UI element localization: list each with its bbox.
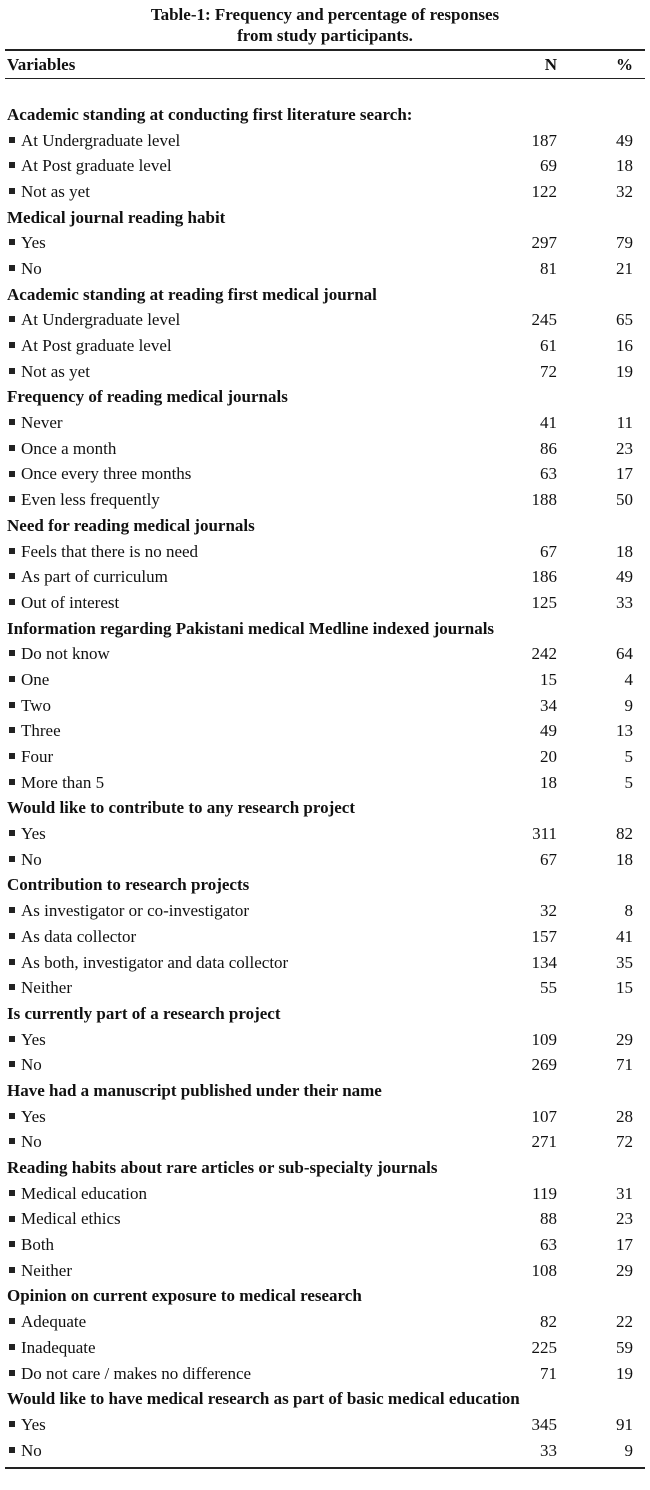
table-row	[5, 487, 645, 513]
row-label: Out of interest	[21, 592, 120, 612]
row-pct: 71	[616, 1055, 633, 1075]
row-pct: 65	[616, 310, 633, 330]
row-n: 34	[540, 695, 557, 715]
row-label: Yes	[21, 1029, 46, 1049]
row-n: 122	[531, 181, 557, 201]
row-variable	[5, 773, 497, 793]
section-label: Would like to contribute to any research project	[7, 798, 356, 818]
row-label: No	[21, 1132, 42, 1152]
row-variable	[5, 901, 497, 921]
section-heading	[5, 385, 645, 411]
row-variable	[5, 1261, 497, 1281]
row-label: Two	[21, 695, 51, 715]
row-pct: 41	[616, 926, 633, 946]
row-n: 125	[531, 592, 557, 612]
row-variable	[5, 644, 497, 664]
row-pct: 29	[616, 1260, 633, 1280]
table-row	[5, 1181, 645, 1207]
section-label: Academic standing at reading first medical journal	[7, 284, 377, 304]
square-bullet-icon	[9, 419, 15, 425]
row-n: 55	[540, 978, 557, 998]
square-bullet-icon	[9, 1113, 15, 1119]
row-label: Feels that there is no need	[21, 541, 199, 561]
header-n: N	[544, 54, 557, 74]
row-pct: 91	[616, 1414, 633, 1434]
row-n: 67	[540, 541, 557, 561]
row-label: Neither	[21, 1260, 72, 1280]
square-bullet-icon	[9, 984, 15, 990]
table-row	[5, 436, 645, 462]
table-row	[5, 641, 645, 667]
row-n: 108	[531, 1260, 557, 1280]
row-pct: 33	[616, 592, 633, 612]
square-bullet-icon	[9, 1190, 15, 1196]
row-n: 187	[531, 130, 557, 150]
square-bullet-icon	[9, 1036, 15, 1042]
row-variable	[5, 953, 497, 973]
row-variable	[5, 156, 497, 176]
row-n: 345	[531, 1414, 557, 1434]
row-variable	[5, 978, 497, 998]
row-variable	[5, 233, 497, 253]
row-variable	[5, 310, 497, 330]
row-label: At Post graduate level	[21, 336, 172, 356]
row-n: 67	[540, 849, 557, 869]
section-heading	[5, 1155, 645, 1181]
row-n: 82	[540, 1312, 557, 1332]
row-variable	[5, 824, 497, 844]
square-bullet-icon	[9, 830, 15, 836]
table-row	[5, 539, 645, 565]
table-row	[5, 590, 645, 616]
row-variable	[5, 1364, 497, 1384]
table-row	[5, 667, 645, 693]
row-label: Do not care / makes no difference	[21, 1363, 252, 1383]
row-n: 188	[531, 490, 557, 510]
row-variable	[5, 696, 497, 716]
row-label: No	[21, 1055, 42, 1075]
table-row	[5, 128, 645, 154]
row-n: 242	[531, 644, 557, 664]
row-variable	[5, 336, 497, 356]
row-label: Medical education	[21, 1183, 148, 1203]
row-variable	[5, 927, 497, 947]
row-pct: 9	[624, 1440, 633, 1460]
row-n: 88	[540, 1209, 557, 1229]
row-pct: 18	[616, 156, 633, 176]
table-row	[5, 1335, 645, 1361]
table-row	[5, 308, 645, 334]
table-row	[5, 1412, 645, 1438]
table-row	[5, 1207, 645, 1233]
row-n: 269	[531, 1055, 557, 1075]
row-variable	[5, 1235, 497, 1255]
square-bullet-icon	[9, 779, 15, 785]
section-label: Would like to have medical research as part of basic medical education	[7, 1389, 520, 1409]
row-variable	[5, 1312, 497, 1332]
row-label: More than 5	[21, 772, 105, 792]
row-label: Never	[21, 413, 63, 433]
row-n: 18	[540, 772, 557, 792]
row-n: 71	[540, 1363, 557, 1383]
row-variable	[5, 439, 497, 459]
row-label: As part of curriculum	[21, 567, 168, 587]
section-heading	[5, 616, 645, 642]
row-n: 271	[531, 1132, 557, 1152]
row-pct: 17	[616, 464, 633, 484]
section-heading	[5, 513, 645, 539]
section-label: Opinion on current exposure to medical research	[7, 1286, 362, 1306]
row-label: Medical ethics	[21, 1209, 121, 1229]
row-n: 33	[540, 1440, 557, 1460]
section-label: Information regarding Pakistani medical Medline indexed journals	[7, 618, 495, 638]
square-bullet-icon	[9, 907, 15, 913]
square-bullet-icon	[9, 137, 15, 143]
section-label: Is currently part of a research project	[7, 1003, 281, 1023]
row-pct: 28	[616, 1106, 633, 1126]
square-bullet-icon	[9, 727, 15, 733]
table-row	[5, 693, 645, 719]
section-heading	[5, 205, 645, 231]
row-variable	[5, 542, 497, 562]
row-pct: 18	[616, 541, 633, 561]
row-pct: 11	[616, 413, 633, 433]
square-bullet-icon	[9, 573, 15, 579]
square-bullet-icon	[9, 1370, 15, 1376]
row-label: Four	[21, 747, 54, 767]
row-pct: 19	[616, 361, 633, 381]
table-row	[5, 744, 645, 770]
row-n: 107	[531, 1106, 557, 1126]
row-n: 61	[540, 336, 557, 356]
row-label: Yes	[21, 1106, 46, 1126]
row-pct: 23	[616, 438, 633, 458]
table-row	[5, 179, 645, 205]
table-row	[5, 1130, 645, 1156]
square-bullet-icon	[9, 1241, 15, 1247]
row-label: At Undergraduate level	[21, 310, 181, 330]
row-label: No	[21, 849, 42, 869]
row-n: 49	[540, 721, 557, 741]
row-n: 72	[540, 361, 557, 381]
table-title	[5, 4, 645, 46]
row-label: Three	[21, 721, 61, 741]
row-label: Yes	[21, 1414, 46, 1434]
row-pct: 17	[616, 1235, 633, 1255]
row-variable	[5, 1030, 497, 1050]
section-heading	[5, 1284, 645, 1310]
row-pct: 5	[624, 747, 633, 767]
section-heading	[5, 873, 645, 899]
table-title-line2: from study participants.	[237, 26, 413, 45]
row-variable	[5, 1338, 497, 1358]
square-bullet-icon	[9, 753, 15, 759]
row-pct: 32	[616, 181, 633, 201]
row-label: Both	[21, 1235, 55, 1255]
header-spacer	[5, 79, 645, 102]
table-row	[5, 359, 645, 385]
row-n: 86	[540, 438, 557, 458]
table-row	[5, 153, 645, 179]
table-row	[5, 230, 645, 256]
row-label: Yes	[21, 233, 46, 253]
row-variable	[5, 747, 497, 767]
table-row	[5, 1309, 645, 1335]
row-variable	[5, 131, 497, 151]
square-bullet-icon	[9, 959, 15, 965]
row-variable	[5, 1055, 497, 1075]
table-row	[5, 975, 645, 1001]
square-bullet-icon	[9, 548, 15, 554]
row-n: 134	[531, 952, 557, 972]
row-label: At Undergraduate level	[21, 130, 181, 150]
table-container	[5, 4, 645, 1469]
section-label: Reading habits about rare articles or sub-specialty journals	[7, 1158, 438, 1178]
row-n: 63	[540, 1235, 557, 1255]
section-label: Have had a manuscript published under their name	[7, 1080, 382, 1100]
section-heading	[5, 1001, 645, 1027]
row-n: 157	[531, 926, 557, 946]
row-n: 186	[531, 567, 557, 587]
row-label: Even less frequently	[21, 490, 160, 510]
square-bullet-icon	[9, 471, 15, 477]
row-pct: 4	[624, 669, 633, 689]
table-row	[5, 564, 645, 590]
square-bullet-icon	[9, 1344, 15, 1350]
row-label: Inadequate	[21, 1337, 96, 1357]
row-pct: 21	[616, 258, 633, 278]
row-pct: 35	[616, 952, 633, 972]
row-label: No	[21, 1440, 42, 1460]
square-bullet-icon	[9, 342, 15, 348]
row-variable	[5, 259, 497, 279]
header-row	[5, 51, 645, 78]
row-label: No	[21, 258, 42, 278]
row-pct: 23	[616, 1209, 633, 1229]
row-label: As both, investigator and data collector	[21, 952, 289, 972]
row-variable	[5, 1415, 497, 1435]
square-bullet-icon	[9, 933, 15, 939]
row-label: Adequate	[21, 1312, 87, 1332]
row-n: 297	[531, 233, 557, 253]
row-variable	[5, 1132, 497, 1152]
row-pct: 49	[616, 567, 633, 587]
row-variable	[5, 850, 497, 870]
row-pct: 72	[616, 1132, 633, 1152]
row-label: Not as yet	[21, 361, 90, 381]
row-pct: 22	[616, 1312, 633, 1332]
row-variable	[5, 1107, 497, 1127]
row-label: Neither	[21, 978, 72, 998]
square-bullet-icon	[9, 1447, 15, 1453]
row-label: Once a month	[21, 438, 117, 458]
table-row	[5, 821, 645, 847]
row-label: Do not know	[21, 644, 110, 664]
row-pct: 19	[616, 1363, 633, 1383]
table-row	[5, 719, 645, 745]
square-bullet-icon	[9, 702, 15, 708]
row-n: 225	[531, 1337, 557, 1357]
table-row	[5, 1232, 645, 1258]
table-row	[5, 462, 645, 488]
row-pct: 18	[616, 849, 633, 869]
row-pct: 5	[624, 772, 633, 792]
table-row	[5, 1027, 645, 1053]
table-row	[5, 898, 645, 924]
row-variable	[5, 670, 497, 690]
square-bullet-icon	[9, 856, 15, 862]
section-label: Frequency of reading medical journals	[7, 387, 288, 407]
row-n: 41	[540, 413, 557, 433]
row-pct: 9	[624, 695, 633, 715]
row-n: 63	[540, 464, 557, 484]
row-pct: 13	[616, 721, 633, 741]
table-row	[5, 256, 645, 282]
row-pct: 29	[616, 1029, 633, 1049]
square-bullet-icon	[9, 368, 15, 374]
row-pct: 49	[616, 130, 633, 150]
table-row	[5, 1258, 645, 1284]
row-label: Once every three months	[21, 464, 192, 484]
row-label: As investigator or co-investigator	[21, 901, 250, 921]
row-n: 119	[532, 1183, 557, 1203]
square-bullet-icon	[9, 265, 15, 271]
section-label: Need for reading medical journals	[7, 515, 255, 535]
square-bullet-icon	[9, 1061, 15, 1067]
section-heading	[5, 1386, 645, 1412]
square-bullet-icon	[9, 162, 15, 168]
square-bullet-icon	[9, 676, 15, 682]
table-row	[5, 1052, 645, 1078]
row-variable	[5, 567, 497, 587]
square-bullet-icon	[9, 599, 15, 605]
bottom-rule	[5, 1467, 645, 1469]
row-variable	[5, 490, 497, 510]
square-bullet-icon	[9, 445, 15, 451]
table-body	[5, 102, 645, 1463]
row-n: 311	[532, 824, 557, 844]
row-label: Yes	[21, 824, 46, 844]
row-variable	[5, 413, 497, 433]
row-pct: 50	[616, 490, 633, 510]
row-pct: 82	[616, 824, 633, 844]
row-variable	[5, 1184, 497, 1204]
section-label: Contribution to research projects	[7, 875, 250, 895]
header-variables: Variables	[7, 54, 76, 74]
row-n: 69	[540, 156, 557, 176]
row-pct: 16	[616, 336, 633, 356]
row-variable	[5, 721, 497, 741]
row-pct: 31	[616, 1183, 633, 1203]
row-variable	[5, 362, 497, 382]
square-bullet-icon	[9, 496, 15, 502]
row-variable	[5, 1209, 497, 1229]
row-n: 15	[540, 669, 557, 689]
table-row	[5, 924, 645, 950]
table-title-line1: Table-1: Frequency and percentage of responses	[150, 5, 500, 24]
square-bullet-icon	[9, 188, 15, 194]
section-heading	[5, 1078, 645, 1104]
header-pct: %	[616, 54, 633, 74]
section-label: Academic standing at conducting first literature search:	[7, 104, 413, 124]
table-row	[5, 1438, 645, 1464]
row-pct: 59	[616, 1337, 633, 1357]
table-row	[5, 333, 645, 359]
row-label: At Post graduate level	[21, 156, 172, 176]
row-label: One	[21, 669, 50, 689]
section-label: Medical journal reading habit	[7, 207, 226, 227]
row-label: As data collector	[21, 926, 137, 946]
table-row	[5, 410, 645, 436]
row-variable	[5, 1441, 497, 1461]
row-n: 20	[540, 747, 557, 767]
square-bullet-icon	[9, 1318, 15, 1324]
row-variable	[5, 464, 497, 484]
row-n: 81	[540, 258, 557, 278]
table-row	[5, 847, 645, 873]
row-pct: 15	[616, 978, 633, 998]
table-row	[5, 950, 645, 976]
section-heading	[5, 282, 645, 308]
square-bullet-icon	[9, 316, 15, 322]
row-variable	[5, 182, 497, 202]
square-bullet-icon	[9, 1267, 15, 1273]
row-n: 32	[540, 901, 557, 921]
row-pct: 79	[616, 233, 633, 253]
row-pct: 64	[616, 644, 633, 664]
square-bullet-icon	[9, 1138, 15, 1144]
row-pct: 8	[624, 901, 633, 921]
row-n: 245	[531, 310, 557, 330]
table-row	[5, 1104, 645, 1130]
row-n: 109	[531, 1029, 557, 1049]
square-bullet-icon	[9, 650, 15, 656]
square-bullet-icon	[9, 1421, 15, 1427]
square-bullet-icon	[9, 1216, 15, 1222]
section-heading	[5, 796, 645, 822]
square-bullet-icon	[9, 239, 15, 245]
table-row	[5, 770, 645, 796]
section-heading	[5, 102, 645, 128]
row-label: Not as yet	[21, 181, 90, 201]
table-row	[5, 1361, 645, 1387]
row-variable	[5, 593, 497, 613]
